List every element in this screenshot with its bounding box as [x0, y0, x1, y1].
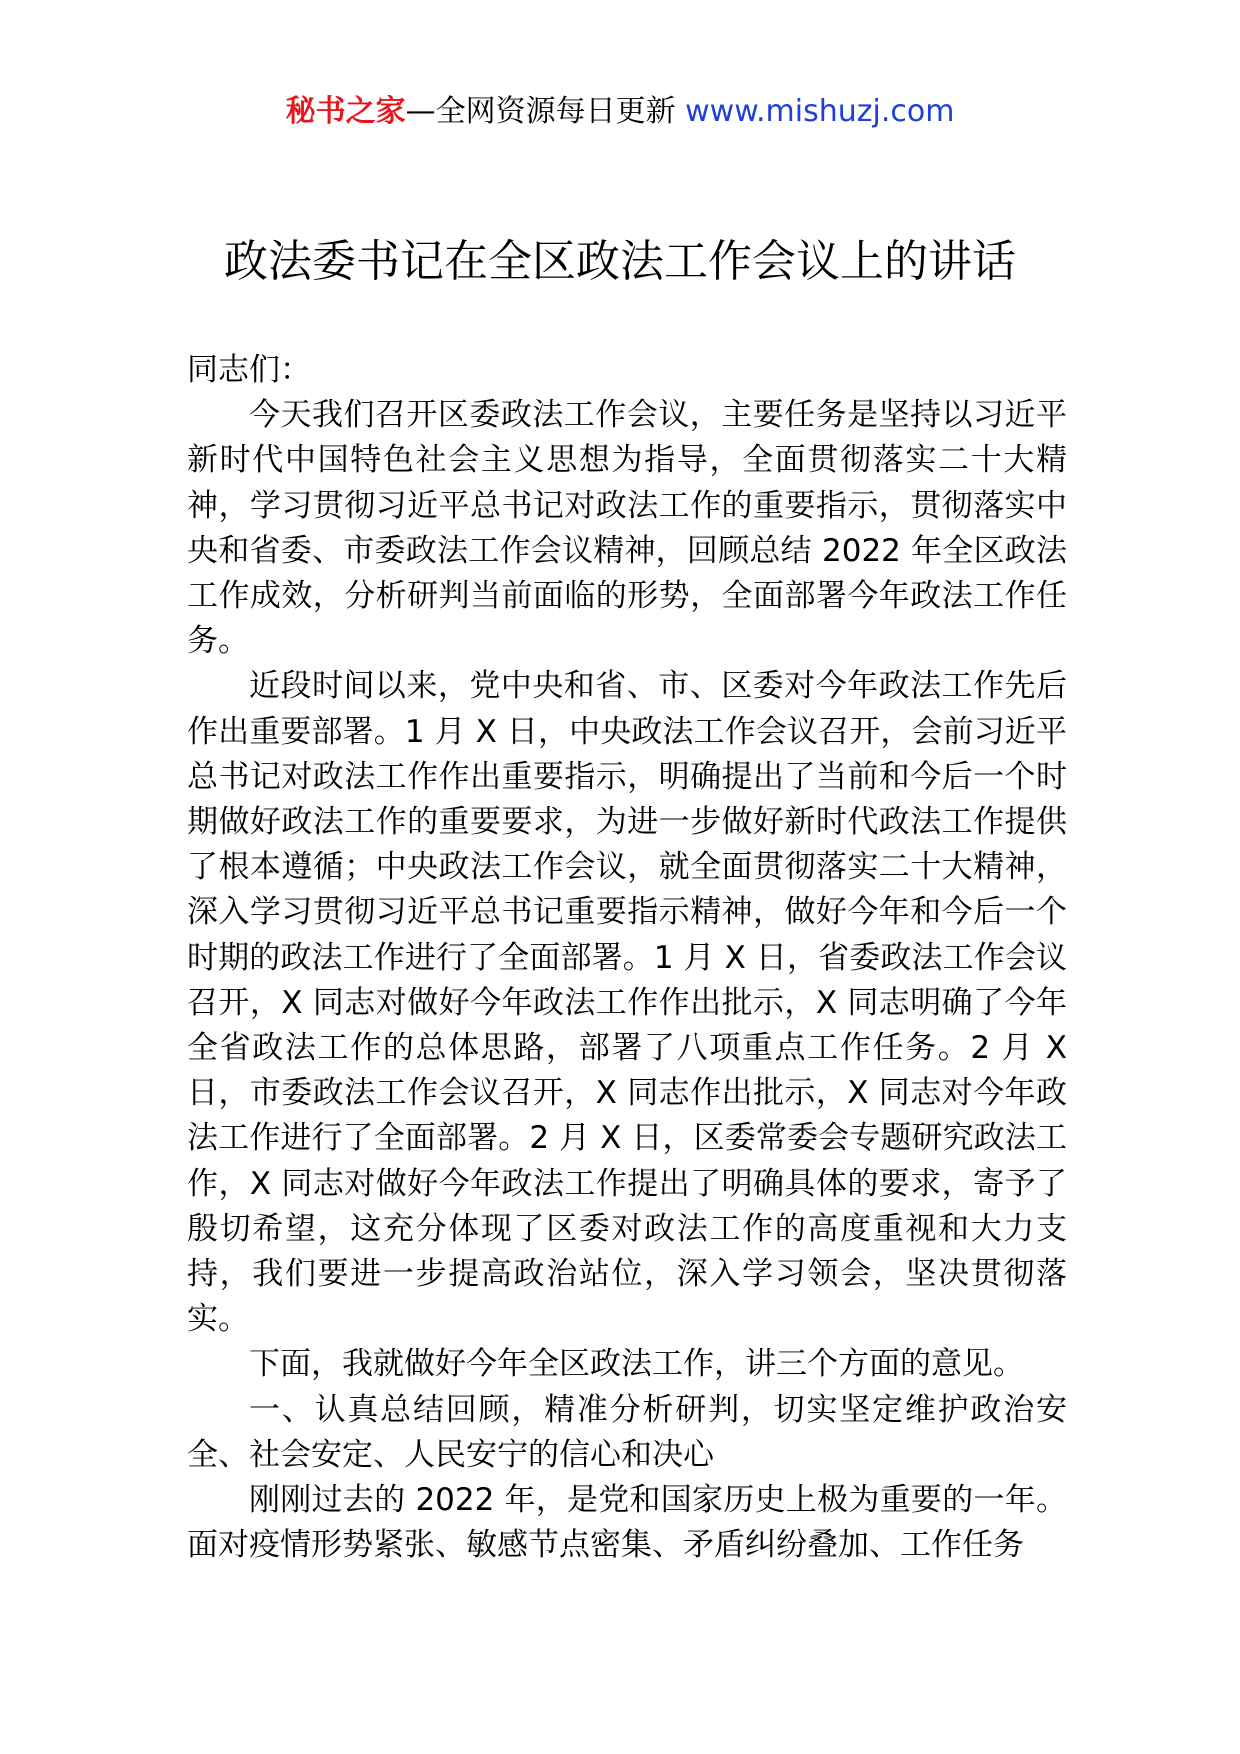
paragraph-2022-review: 刚刚过去的 2022 年，是党和国家历史上极为重要的一年。面对疫情形势紧张、敏感节点密集、矛盾纠纷叠加、工作任务 [187, 1482, 1067, 1564]
site-slogan: —全网资源每日更新 [405, 94, 676, 129]
paragraph-intro: 今天我们召开区委政法工作会议，主要任务是坚持以习近平新时代中国特色社会主义思想为指导，全面贯彻落实二十大精神，学习贯彻习近平总书记对政法工作的重要指示，贯彻落实中央和省委、市委政法工作会议精神，回顾总结 2022 年全区政法工作成效，分析研判当前面临的形势，全面部署今年政法工作任务。 [187, 397, 1067, 660]
paragraph-three-opinions: 下面，我就做好今年全区政法工作，讲三个方面的意见。 [249, 1346, 1024, 1383]
salutation: 同志们： [187, 352, 311, 388]
paragraph-recent-deployments: 近段时间以来，党中央和省、市、区委对今年政法工作先后作出重要部署。1 月 X 日，中央政法工作会议召开，会前习近平总书记对政法工作作出重要指示，明确提出了当前和今后一个时期做好政法工作的重要要求，为进一步做好新时代政法工作提供了根本遵循；中央政法工作会议，就全面贯彻落实二十大精神，深入学习贯彻习近平总书记重要指示精神，做好今年和今后一个时期的政法工作进行了全面部署。1 月 X 日，省委政法工作会议召开，X 同志对做好今年政法工作作出批示，X 同志明确了今年全省政法工作的总体思路，部署了八项重点工作任务。2 月 X 日，市委政法工作会议召开，X 同志作出批示，X 同志对今年政法工作进行了全面部署。2 月 X 日，区委常委会专题研究政法工作，X 同志对做好今年政法工作提出了明确具体的要求，寄予了殷切希望，这充分体现了区委对政法工作的高度重视和大力支持，我们要进一步提高政治站位，深入学习领会，坚决贯彻落实。 [187, 668, 1067, 1338]
site-header [0, 92, 1240, 132]
site-brand: 秘书之家 [285, 94, 406, 129]
document-body [187, 348, 1067, 1568]
document-title: 政法委书记在全区政法工作会议上的讲话 [224, 236, 1016, 287]
section-heading-one: 一、认真总结回顾，精准分析研判，切实坚定维护政治安全、社会安定、人民安宁的信心和决心 [187, 1391, 1067, 1473]
site-url-link[interactable]: www.mishuzj.com [685, 94, 955, 129]
